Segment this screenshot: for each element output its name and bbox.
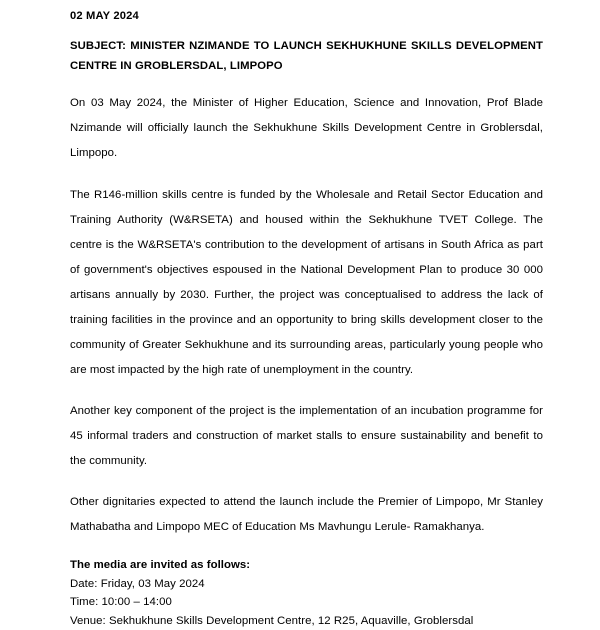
- paragraph-funding-details: The R146-million skills centre is funded by the Wholesale and Retail Sector Education and Training Authority (W&RSETA) and housed within the Sekhukhune TVET College. The centre is the W&RSETA's contribution to the development of artisans in South Africa as part of government's objectives espoused in the National Development Plan to produce 30 000 artisans annually by 2030. Further, the project was conceptualised to address the lack of training facilities in the province and an opportunity to bring skills development closer to the community of Greater Sekhukhune and its surrounding areas, particularly young people who are most impacted by the high rate of unemployment in the country.: [70, 166, 543, 383]
- media-invitation-heading: The media are invited as follows:: [70, 556, 543, 575]
- media-detail-date: Date: Friday, 03 May 2024: [70, 575, 543, 594]
- document-body: [70, 0, 543, 630]
- media-detail-time: Time: 10:00 – 14:00: [70, 593, 543, 612]
- document-date: 02 MAY 2024: [70, 0, 543, 23]
- paragraph-incubation-programme: Another key component of the project is the implementation of an incubation programme for 45 informal traders and construction of market stalls to ensure sustainability and benefit to the community.: [70, 383, 543, 474]
- subject-heading: SUBJECT: MINISTER NZIMANDE TO LAUNCH SEKHUKHUNE SKILLS DEVELOPMENT CENTRE IN GROBLERSDAL, LIMPOPO: [70, 23, 543, 76]
- media-detail-venue: Venue: Sekhukhune Skills Development Centre, 12 R25, Aquaville, Groblersdal: [70, 612, 543, 630]
- media-invitation-block: [70, 540, 543, 630]
- paragraph-dignitaries: Other dignitaries expected to attend the launch include the Premier of Limpopo, Mr Stanley Mathabatha and Limpopo MEC of Education Ms Mavhungu Lerule- Ramakhanya.: [70, 474, 543, 540]
- paragraph-intro: On 03 May 2024, the Minister of Higher Education, Science and Innovation, Prof Blade Nzimande will officially launch the Sekhukhune Skills Development Centre in Groblersdal, Limpopo.: [70, 76, 543, 166]
